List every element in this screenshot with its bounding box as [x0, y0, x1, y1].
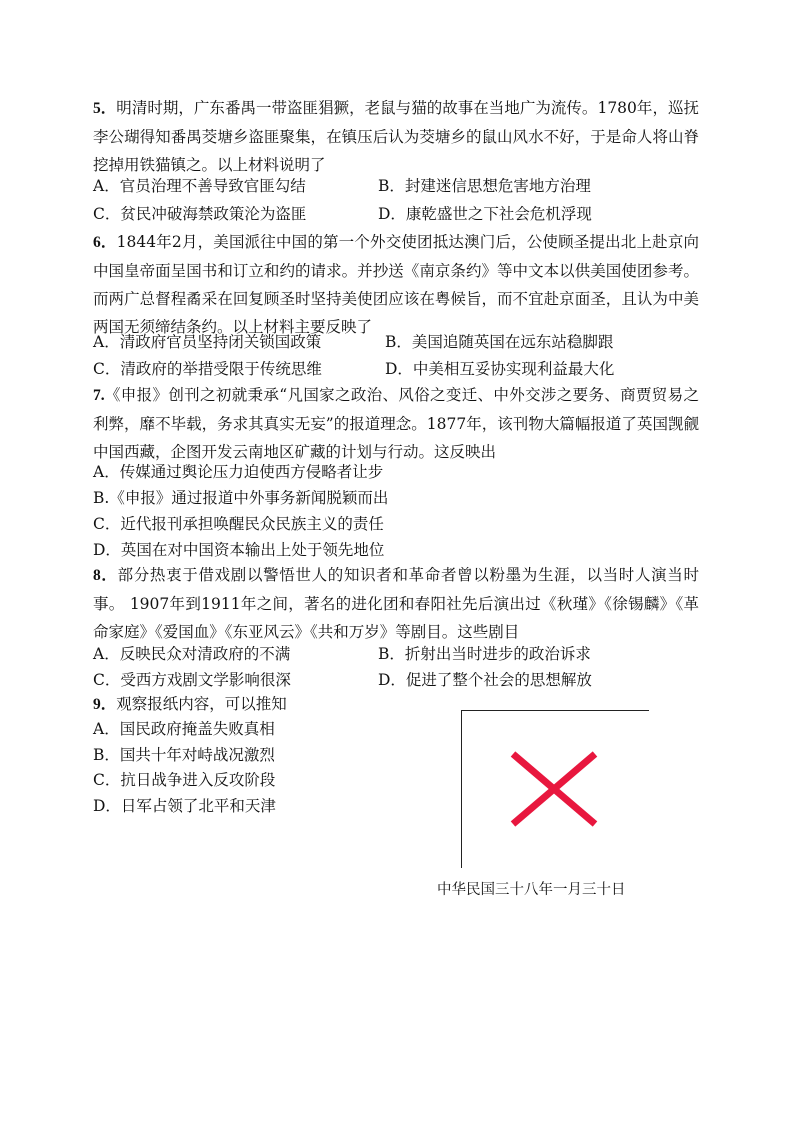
question-9-number: 9．: [93, 696, 117, 713]
question-8-option-d[interactable]: D．促进了整个社会的思想解放: [378, 671, 592, 689]
question-9-option-b[interactable]: B．国共十年对峙战况激烈: [93, 746, 275, 764]
question-8-option-b[interactable]: B．折射出当时进步的政治诉求: [378, 645, 591, 663]
question-7-option-b[interactable]: B.《申报》通过报道中外事务新闻脱颖而出: [93, 489, 389, 507]
image-top-border: [461, 710, 649, 711]
question-8-option-c[interactable]: C．受西方戏剧文学影响很深: [93, 671, 291, 689]
question-5-option-d[interactable]: D．康乾盛世之下社会危机浮现: [378, 205, 592, 223]
question-5-option-c[interactable]: C．贫民冲破海禁政策沦为盗匪: [93, 205, 307, 223]
question-7-option-a[interactable]: A．传媒通过舆论压力迫使西方侵略者让步: [93, 463, 384, 481]
question-8-option-a[interactable]: A．反映民众对清政府的不满: [93, 645, 291, 663]
question-5-option-b[interactable]: B．封建迷信思想危害地方治理: [378, 177, 591, 195]
question-8-number: 8．: [93, 567, 118, 584]
question-6-text: 1844年2月，美国派往中国的第一个外交使团抵达澳门后，公使顾圣提出北上赴京向中国皇帝面呈国书和订立和约的请求。并抄送《南京条约》等中文本以供美国使团参考。而两广总督程矞采在回复顾圣时坚持美使团应该在粤候旨，而不宜赴京面圣，且认为中美两国无须缔结条约。以上材料主要反映了: [93, 233, 699, 336]
question-9-option-c[interactable]: C．抗日战争进入反攻阶段: [93, 771, 276, 789]
question-9-option-a[interactable]: A．国民政府掩盖失败真相: [93, 720, 275, 738]
question-6-option-a[interactable]: A．清政府官员坚持闭关锁国政策: [93, 333, 322, 351]
newspaper-date-caption: 中华民国三十八年一月三十日: [437, 882, 626, 898]
question-6-option-b[interactable]: B．美国追随英国在远东站稳脚跟: [385, 333, 614, 351]
question-8-stem: [93, 561, 699, 646]
question-7-option-c[interactable]: C．近代报刊承担唤醒民众民族主义的责任: [93, 515, 384, 533]
question-5-number: 5．: [93, 100, 117, 117]
image-left-border: [461, 710, 462, 868]
question-7-text: 《申报》创刊之初就秉承“凡国家之政治、风俗之变迁、中外交涉之要务、商贾贸易之利弊，靡不毕载，务求其真实无妄”的报道理念。1877年，该刊物大篇幅报道了英国觊觎中国西藏，企图开发云南地区矿藏的计划与行动。这反映出: [93, 386, 699, 461]
question-5-stem: [93, 94, 699, 179]
question-7-stem: [93, 381, 699, 466]
question-9-text: 观察报纸内容，可以推知: [116, 695, 287, 713]
question-8-text: 部分热衷于借戏剧以警悟世人的知识者和革命者曾以粉墨为生涯，以当时人演当时事。 1907年到1911年之间，著名的进化团和春阳社先后演出过《秋瑾》《徐锡麟》《革命家庭》《爱国血》《东亚风云》《共和万岁》等剧目。这些剧目: [93, 566, 699, 641]
question-9-option-d[interactable]: D．日军占领了北平和天津: [93, 797, 276, 815]
newspaper-image-placeholder: [461, 710, 649, 868]
question-6-option-d[interactable]: D．中美相互妥协实现利益最大化: [385, 360, 615, 378]
missing-image-cross-icon: [509, 750, 599, 828]
question-6-number: 6．: [93, 234, 117, 251]
question-6-option-c[interactable]: C．清政府的举措受限于传统思维: [93, 360, 322, 378]
question-7-option-d[interactable]: D．英国在对中国资本输出上处于领先地位: [93, 541, 385, 559]
question-7-number: 7.: [93, 387, 105, 404]
question-6-stem: [93, 228, 699, 341]
question-5-text: 明清时期，广东番禺一带盗匪猖獗，老鼠与猫的故事在当地广为流传。1780年，巡抚李公瑚得知番禺茭塘乡盗匪聚集，在镇压后认为茭塘乡的鼠山风水不好，于是命人将山脊挖掉用铁猫镇之。以上材料说明了: [93, 99, 699, 174]
question-5-option-a[interactable]: A．官员治理不善导致官匪勾结: [93, 177, 306, 195]
